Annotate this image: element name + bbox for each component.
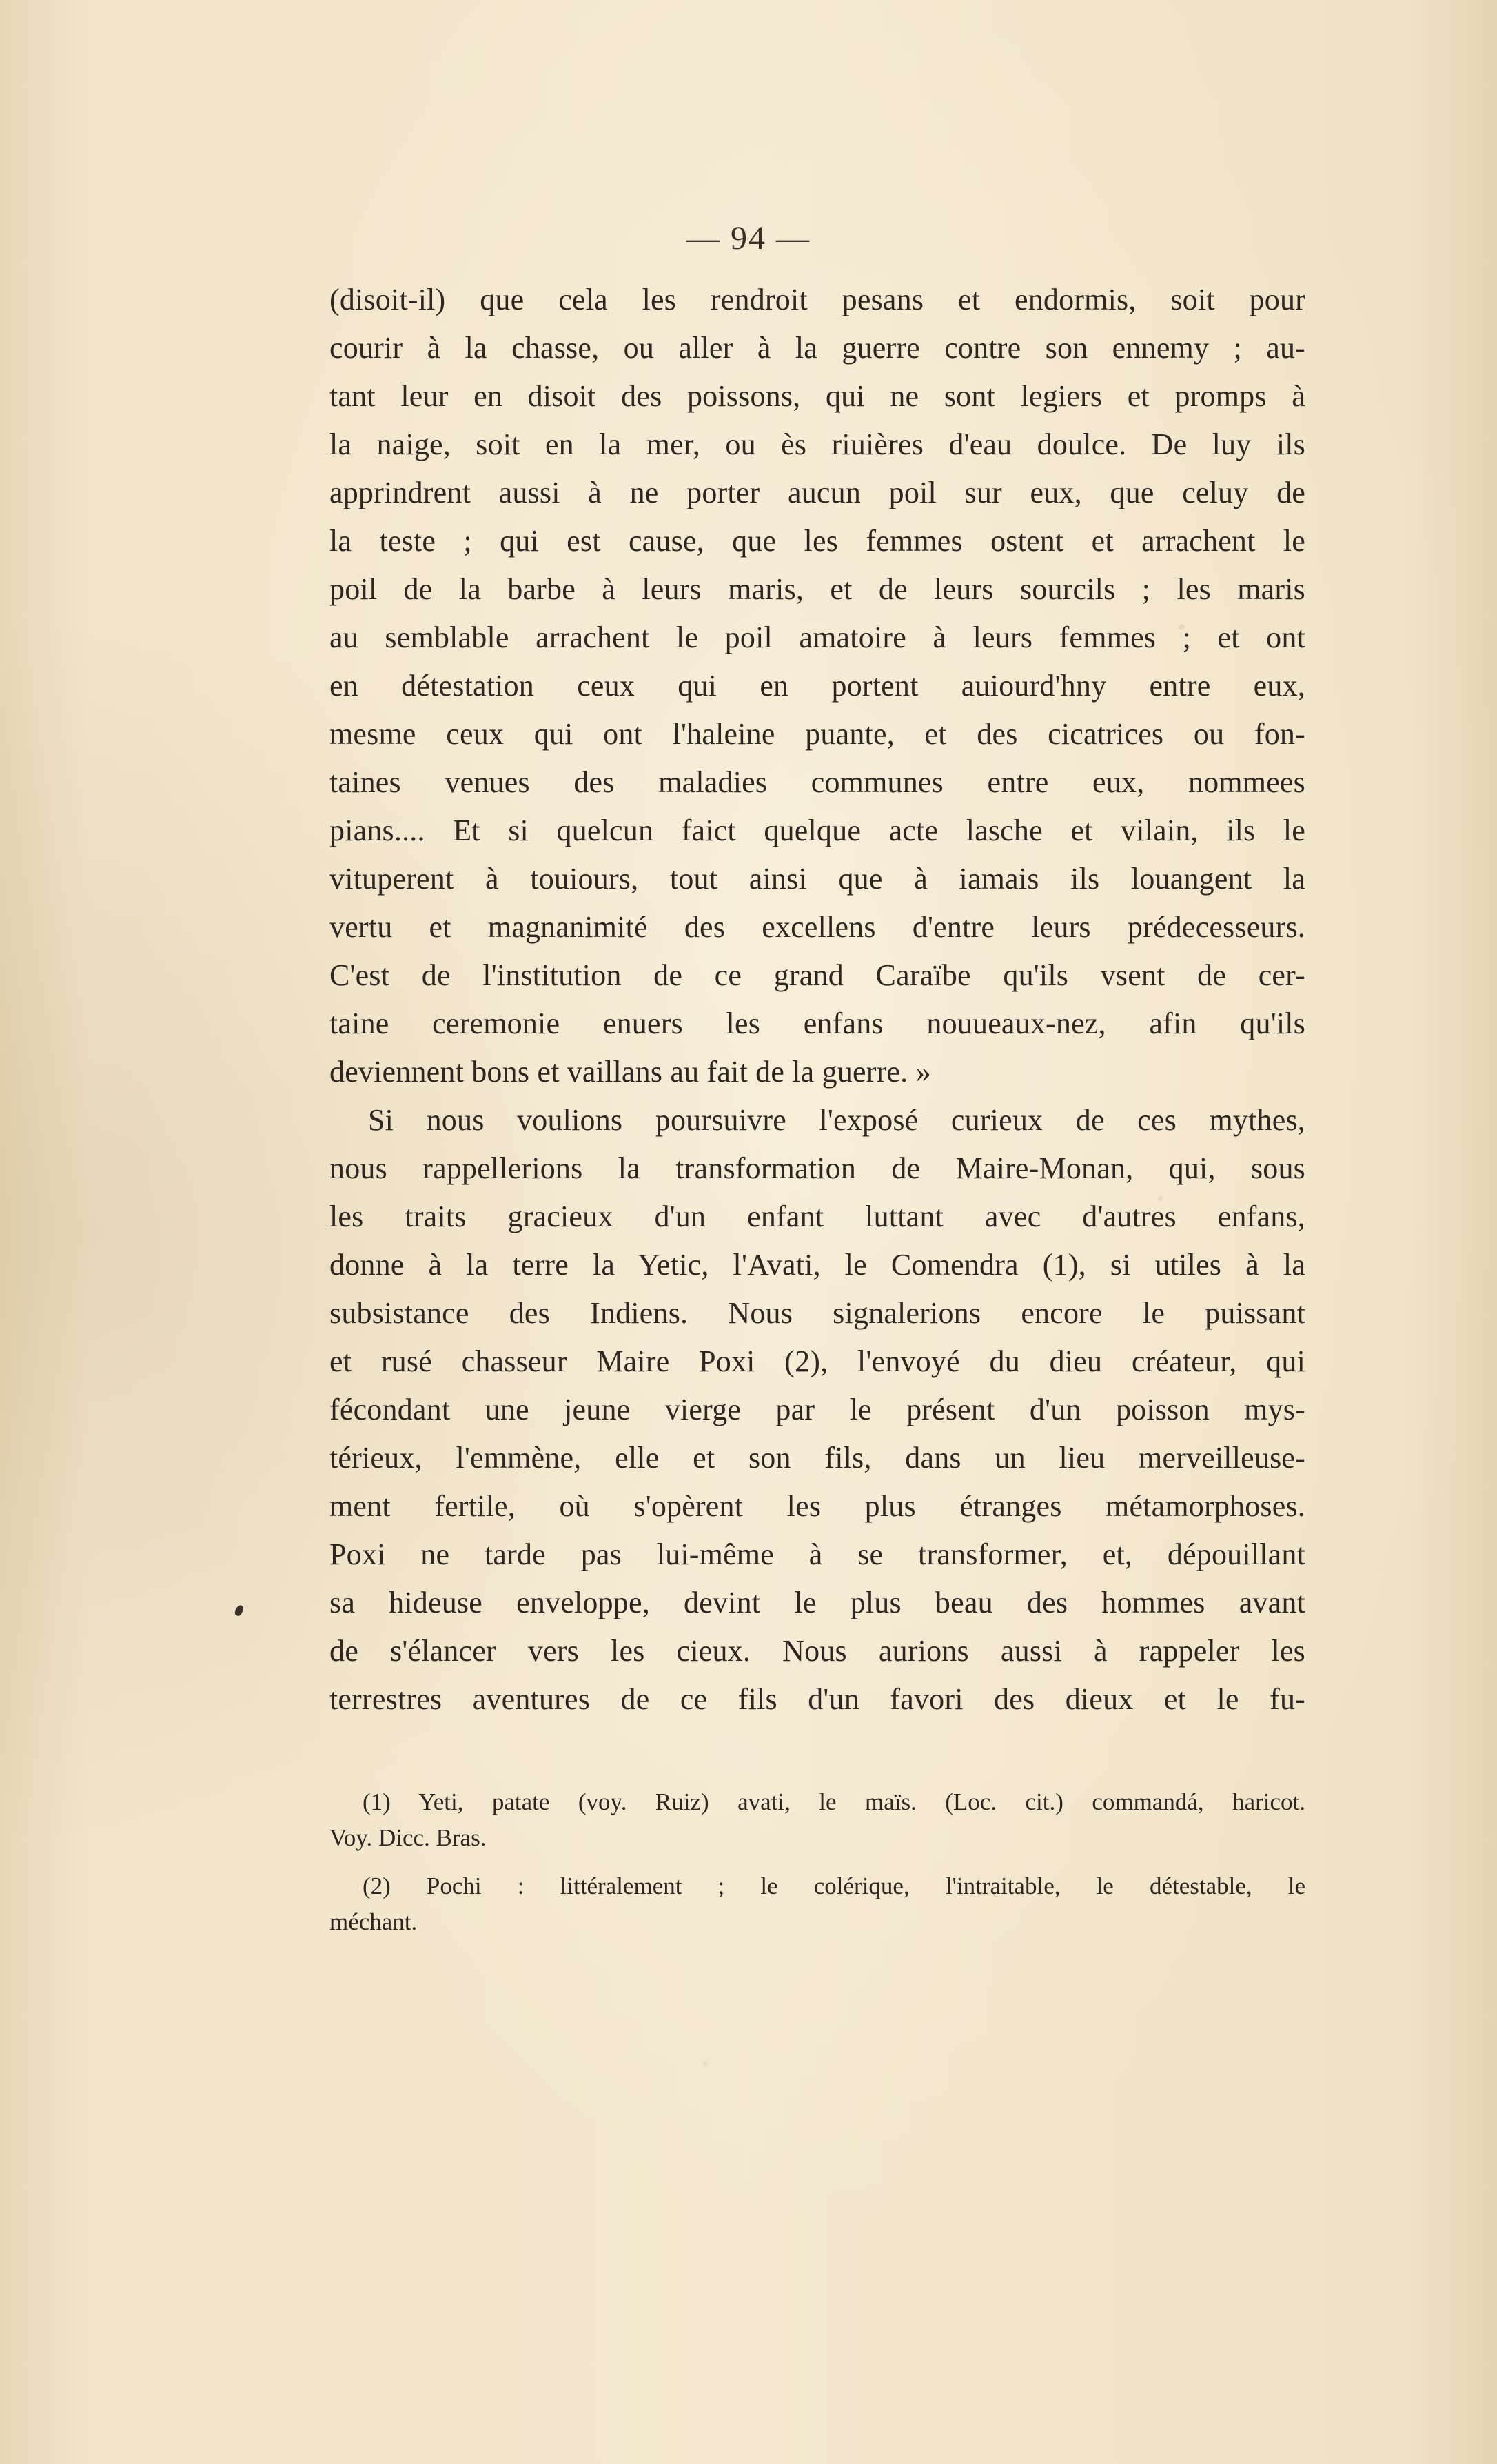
footnote-line: (1) Yeti, patate (voy. Ruiz) avati, le maïs. (Loc. cit.) commandá, haricot. (363, 1788, 1305, 1815)
body-line: térieux, l'emmène, elle et son fils, dans un lieu merveilleuse- (329, 1441, 1305, 1475)
page-number: — 94 — (686, 220, 811, 256)
body-line: donne à la terre la Yetic, l'Avati, le Comendra (1), si utiles à la (329, 1248, 1305, 1282)
body-line: en détestation ceux qui en portent auiourd'hny entre eux, (329, 669, 1305, 703)
footnote-line: méchant. (329, 1908, 418, 1935)
footnote-line: Voy. Dicc. Bras. (329, 1824, 487, 1851)
body-line: C'est de l'institution de ce grand Caraïbe qu'ils vsent de cer- (329, 958, 1305, 992)
body-line: poil de la barbe à leurs maris, et de leurs sourcils ; les maris (329, 572, 1305, 606)
body-line: taines venues des maladies communes entre eux, nommees (329, 765, 1305, 799)
body-line: deviennent bons et vaillans au fait de la guerre. » (329, 1055, 931, 1089)
foxing-spot (703, 2061, 707, 2066)
body-line: fécondant une jeune vierge par le présent d'un poisson mys- (329, 1393, 1305, 1426)
body-line: Poxi ne tarde pas lui-même à se transformer, et, dépouillant (329, 1537, 1305, 1571)
body-line: au semblable arrachent le poil amatoire à leurs femmes ; et ont (329, 620, 1305, 654)
body-line: courir à la chasse, ou aller à la guerre contre son ennemy ; au- (329, 331, 1305, 365)
body-line: pians.... Et si quelcun faict quelque acte lasche et vilain, ils le (329, 814, 1305, 847)
body-line: la naige, soit en la mer, ou ès riuières d'eau doulce. De luy ils (329, 427, 1305, 461)
body-line: de s'élancer vers les cieux. Nous aurions aussi à rappeler les (329, 1634, 1305, 1668)
body-line: la teste ; qui est cause, que les femmes ostent et arrachent le (329, 524, 1305, 558)
body-line: les traits gracieux d'un enfant luttant avec d'autres enfans, (329, 1200, 1305, 1233)
body-text (329, 276, 1305, 1724)
body-line: apprindrent aussi à ne porter aucun poil sur eux, que celuy de (329, 476, 1305, 509)
body-line: Si nous voulions poursuivre l'exposé curieux de ces mythes, (368, 1103, 1305, 1137)
body-line: vituperent à touiours, tout ainsi que à iamais ils louangent la (329, 862, 1305, 896)
body-line: subsistance des Indiens. Nous signalerions encore le puissant (329, 1296, 1305, 1330)
body-line: vertu et magnanimité des excellens d'entre leurs prédecesseurs. (329, 910, 1305, 944)
body-line: (disoit-il) que cela les rendroit pesans et endormis, soit pour (329, 283, 1305, 316)
footnote (329, 1868, 1305, 1940)
body-line: tant leur en disoit des poissons, qui ne sont legiers et promps à (329, 379, 1305, 413)
body-line: terrestres aventures de ce fils d'un favori des dieux et le fu- (329, 1682, 1305, 1716)
footnote-gap (329, 1856, 1305, 1868)
footnotes (329, 1784, 1305, 1940)
body-line: nous rappellerions la transformation de Maire-Monan, qui, sous (329, 1151, 1305, 1185)
footnote (329, 1784, 1305, 1856)
body-line: sa hideuse enveloppe, devint le plus beau des hommes avant (329, 1586, 1305, 1619)
body-line: taine ceremonie enuers les enfans nouueaux-nez, afin qu'ils (329, 1007, 1305, 1040)
body-line: mesme ceux qui ont l'haleine puante, et des cicatrices ou fon- (329, 717, 1305, 751)
body-line: ment fertile, où s'opèrent les plus étranges métamorphoses. (329, 1489, 1305, 1523)
margin-ink-mark (234, 1604, 245, 1617)
body-line: et rusé chasseur Maire Poxi (2), l'envoyé du dieu créateur, qui (329, 1344, 1305, 1378)
footnote-line: (2) Pochi : littéralement ; le colérique, l'intraitable, le détestable, le (363, 1872, 1305, 1899)
